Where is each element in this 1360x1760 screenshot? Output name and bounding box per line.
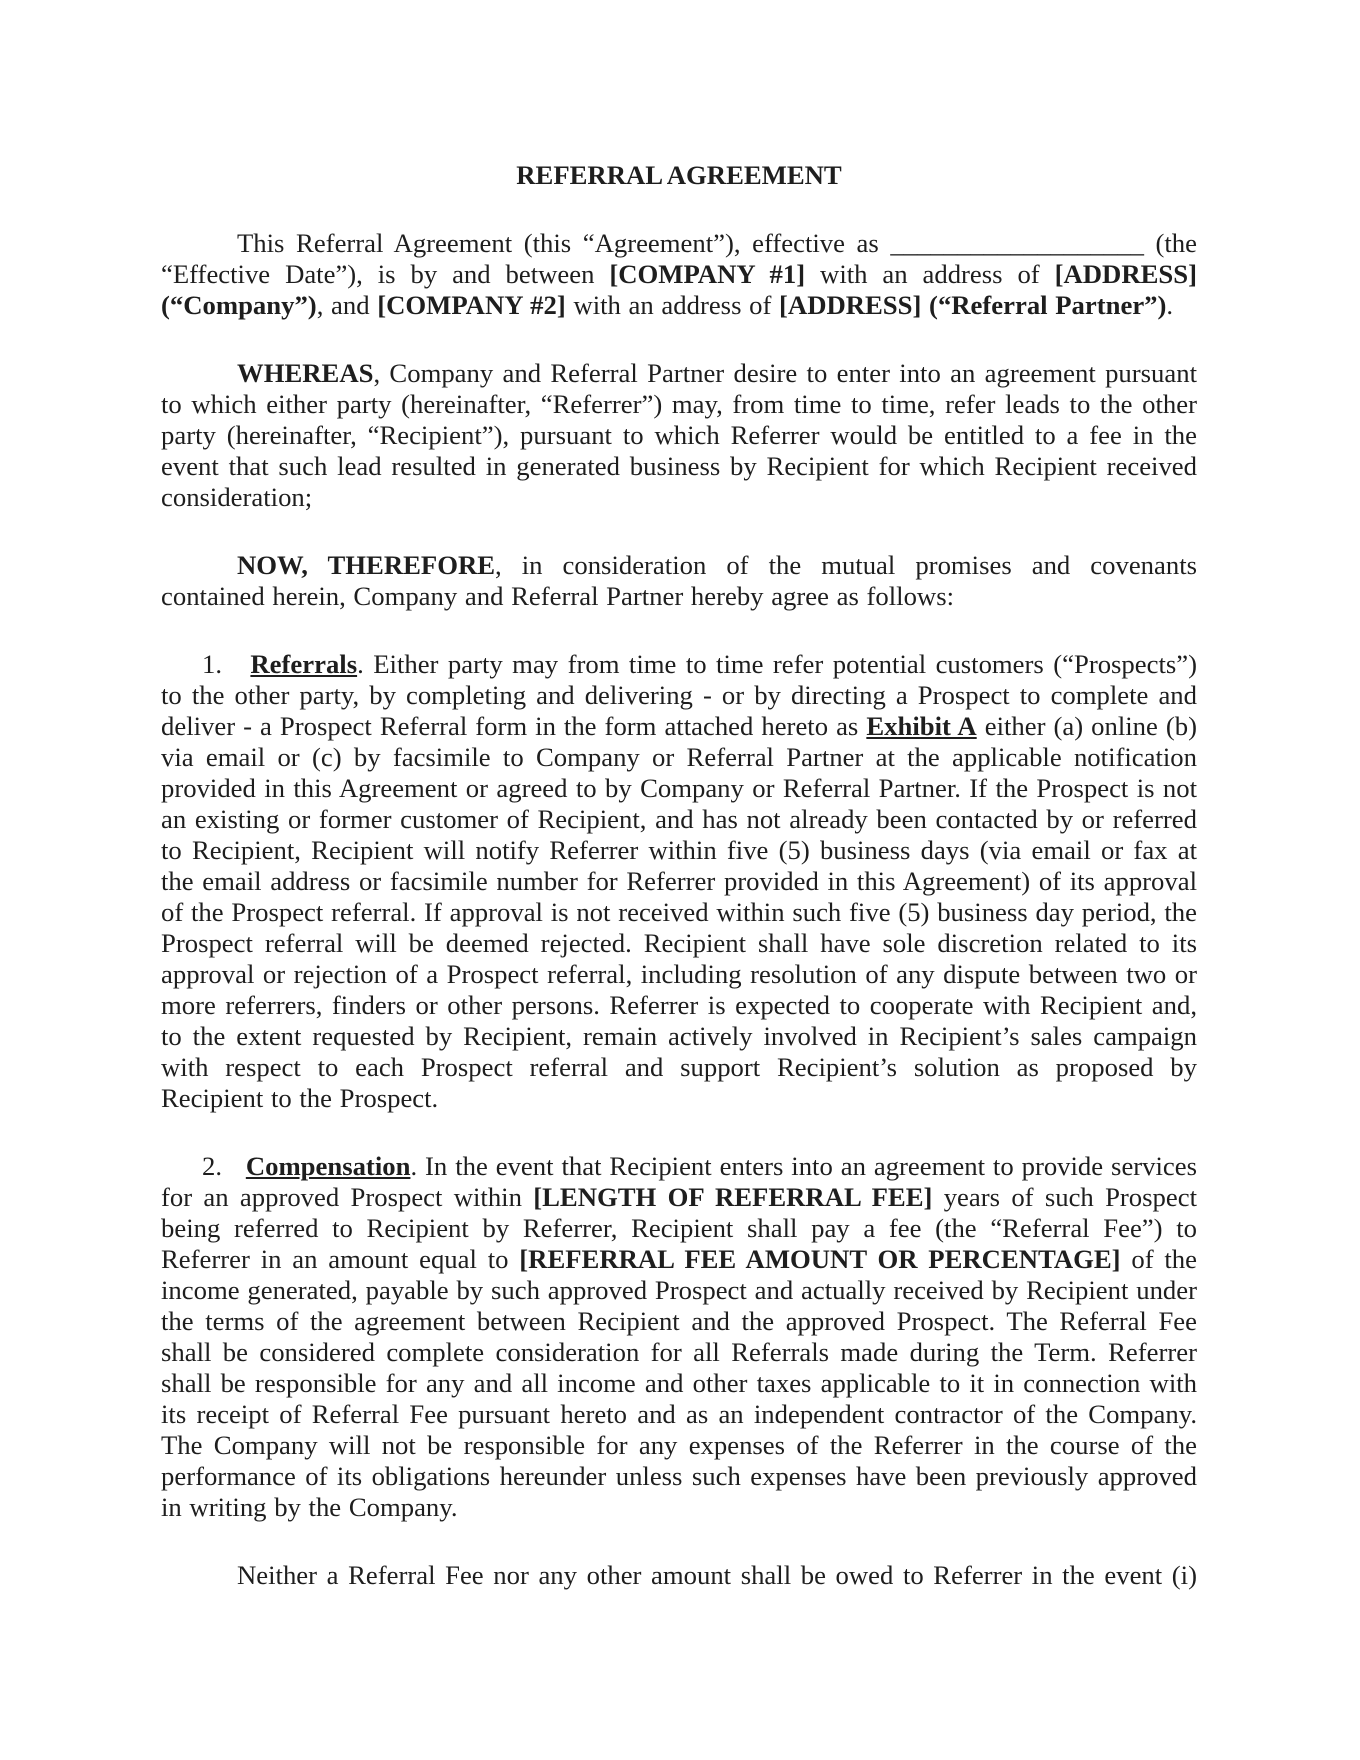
- continuation-text: Neither a Referral Fee nor any other amount shall be owed to Referrer in the event (i): [237, 1560, 1197, 1590]
- document-title: REFERRAL AGREEMENT: [516, 160, 842, 190]
- exhibit-a-reference: Exhibit A: [866, 711, 977, 741]
- section-2-text: . In the event that Recipient enters into an agreement to provide services for an approved Prospect within: [161, 1151, 1198, 1212]
- company-1-placeholder: [COMPANY #1]: [609, 259, 806, 289]
- whereas-keyword: WHEREAS: [237, 358, 374, 388]
- intro-text: with an address of: [565, 290, 780, 320]
- intro-paragraph: [161, 228, 1197, 321]
- referral-fee-length-placeholder: [LENGTH OF REFERRAL FEE]: [533, 1182, 933, 1212]
- intro-text: (the “Effective Date”), is by and between: [161, 228, 1197, 289]
- section-2-text: years of such Prospect being referred to Recipient by Referrer, Recipient shall pay a fee (the “Referral Fee”) to Referrer in an amount equal to: [161, 1182, 1197, 1274]
- intro-text: .: [1166, 290, 1174, 320]
- whereas-text: , Company and Referral Partner desire to enter into an agreement pursuant to which either party (hereinafter, “Referrer”) may, from time to time, refer leads to the other party (hereinafter, “Recipient”), pursuant to which Referrer would be entitled to a fee in the event that such lead resulted in generated business by Recipient for which Recipient received consideration;: [161, 358, 1197, 512]
- now-therefore-keyword: NOW, THEREFORE: [237, 550, 496, 580]
- section-1-heading: Referrals: [250, 649, 358, 679]
- now-therefore-text: , in consideration of the mutual promises and covenants contained herein, Company and Referral Partner hereby agree as follows:: [161, 550, 1197, 611]
- document-body: [161, 228, 1197, 1591]
- now-therefore-clause: [161, 550, 1197, 612]
- intro-text: This Referral Agreement (this “Agreement”), effective as: [237, 228, 891, 258]
- section-1-text: . Either party may from time to time refer potential customers (“Prospects”) to the other party, by completing and delivering - or by directing a Prospect to complete and deliver - a Prospect Referral form in the form attached hereto as: [161, 649, 1198, 741]
- intro-text: , and: [316, 290, 378, 320]
- referral-fee-amount-placeholder: [REFERRAL FEE AMOUNT OR PERCENTAGE]: [519, 1244, 1121, 1274]
- whereas-clause: [161, 358, 1197, 513]
- section-2-heading: Compensation: [245, 1151, 411, 1181]
- intro-text: with an address of: [805, 259, 1055, 289]
- section-1-text: either (a) online (b) via email or (c) by facsimile to Company or Referral Partner at the applicable notification provided in this Agreement or agreed to by Company or Referral Partner. If the Prospect is not an existing or former customer of Recipient, and has not already been contacted by or referred to Recipient, Recipient will notify Referrer within five (5) business days (via email or fax at the email address or facsimile number for Referrer provided in this Agreement) of its approval of the Prospect referral. If approval is not received within such five (5) business day period, the Prospect referral will be deemed rejected. Recipient shall have sole discretion related to its approval or rejection of a Prospect referral, including resolution of any dispute between two or more referrers, finders or other persons. Referrer is expected to cooperate with Recipient and, to the extent requested by Recipient, remain actively involved in Recipient’s sales campaign with respect to each Prospect referral and support Recipient’s solution as proposed by Recipient to the Prospect.: [161, 711, 1197, 1113]
- continuation-paragraph: [161, 1560, 1197, 1591]
- section-2-number: 2.: [202, 1151, 246, 1181]
- section-1-number: 1.: [202, 649, 251, 679]
- company-2-placeholder: [COMPANY #2]: [377, 290, 566, 320]
- effective-date-blank: ___________________: [890, 228, 1144, 258]
- section-2-text: of the income generated, payable by such approved Prospect and actually received by Recipient under the terms of the agreement between Recipient and the approved Prospect. The Referral Fee shall be considered complete consideration for all Referrals made during the Term. Referrer shall be responsible for any and all income and other taxes applicable to it in connection with its receipt of Referral Fee pursuant hereto and as an independent contractor of the Company. The Company will not be responsible for any expenses of the Referrer in the course of the performance of its obligations hereunder unless such expenses have been previously approved in writing by the Company.: [161, 1244, 1197, 1522]
- section-1-referrals: [161, 649, 1197, 1114]
- company-address-placeholder: [ADDRESS] (“Company”): [161, 259, 1197, 320]
- partner-address-placeholder: [ADDRESS] (“Referral Partner”): [779, 290, 1167, 320]
- section-2-compensation: [161, 1151, 1197, 1523]
